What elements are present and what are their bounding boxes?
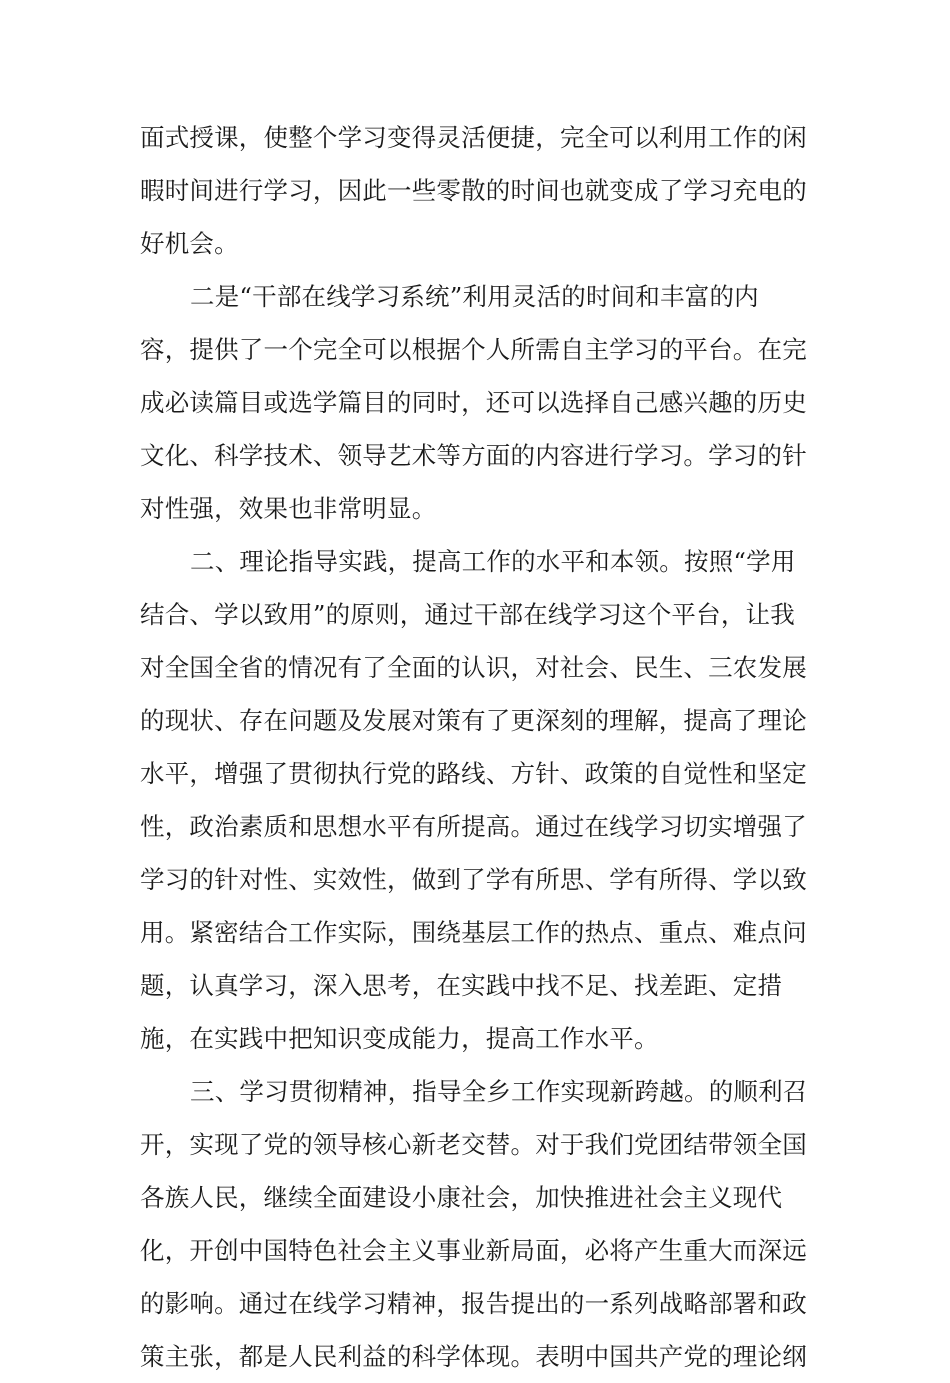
text-line: 面式授课，使整个学习变得灵活便捷，完全可以利用工作的闲 bbox=[140, 123, 807, 152]
paragraph-3 bbox=[140, 535, 814, 1065]
text-line: 暇时间进行学习，因此一些零散的时间也就变成了学习充电的 bbox=[140, 176, 807, 205]
text-line: 用。紧密结合工作实际，围绕基层工作的热点、重点、难点问 bbox=[140, 918, 807, 947]
text-line: 各族人民，继续全面建设小康社会，加快推进社会主义现代 bbox=[140, 1183, 783, 1212]
text-line: 施，在实践中把知识变成能力，提高工作水平。 bbox=[140, 1024, 659, 1053]
text-line: 文化、科学技术、领导艺术等方面的内容进行学习。学习的针 bbox=[140, 441, 807, 470]
paragraph-2 bbox=[140, 270, 814, 535]
text-line: 性，政治素质和思想水平有所提高。通过在线学习切实增强了 bbox=[140, 812, 807, 841]
text-line: 对性强，效果也非常明显。 bbox=[140, 494, 437, 523]
text-line: 好机会。 bbox=[140, 229, 239, 258]
text-line: 题，认真学习，深入思考，在实践中找不足、找差距、定措 bbox=[140, 971, 783, 1000]
text-line: 二、理论指导实践，提高工作的水平和本领。按照“学用 bbox=[190, 547, 796, 576]
text-line: 成必读篇目或选学篇目的同时，还可以选择自己感兴趣的历史 bbox=[140, 388, 807, 417]
text-line: 策主张，都是人民利益的科学体现。表明中国共产党的理论纲 bbox=[140, 1342, 807, 1371]
text-line: 水平，增强了贯彻执行党的路线、方针、政策的自觉性和坚定 bbox=[140, 759, 807, 788]
text-line: 三、学习贯彻精神，指导全乡工作实现新跨越。的顺利召 bbox=[190, 1077, 808, 1106]
paragraph-4 bbox=[140, 1065, 814, 1383]
text-line: 的现状、存在问题及发展对策有了更深刻的理解，提高了理论 bbox=[140, 706, 807, 735]
text-line: 学习的针对性、实效性，做到了学有所思、学有所得、学以致 bbox=[140, 865, 807, 894]
paragraph-1 bbox=[140, 111, 814, 270]
text-line: 容，提供了一个完全可以根据个人所需自主学习的平台。在完 bbox=[140, 335, 807, 364]
text-line: 二是“干部在线学习系统”利用灵活的时间和丰富的内 bbox=[190, 282, 759, 311]
text-line: 化，开创中国特色社会主义事业新局面，必将产生重大而深远 bbox=[140, 1236, 807, 1265]
document-page bbox=[140, 111, 814, 1383]
text-line: 结合、学以致用”的原则，通过干部在线学习这个平台，让我 bbox=[140, 600, 795, 629]
text-line: 开，实现了党的领导核心新老交替。对于我们党团结带领全国 bbox=[140, 1130, 807, 1159]
text-line: 对全国全省的情况有了全面的认识，对社会、民生、三农发展 bbox=[140, 653, 807, 682]
text-line: 的影响。通过在线学习精神，报告提出的一系列战略部署和政 bbox=[140, 1289, 807, 1318]
